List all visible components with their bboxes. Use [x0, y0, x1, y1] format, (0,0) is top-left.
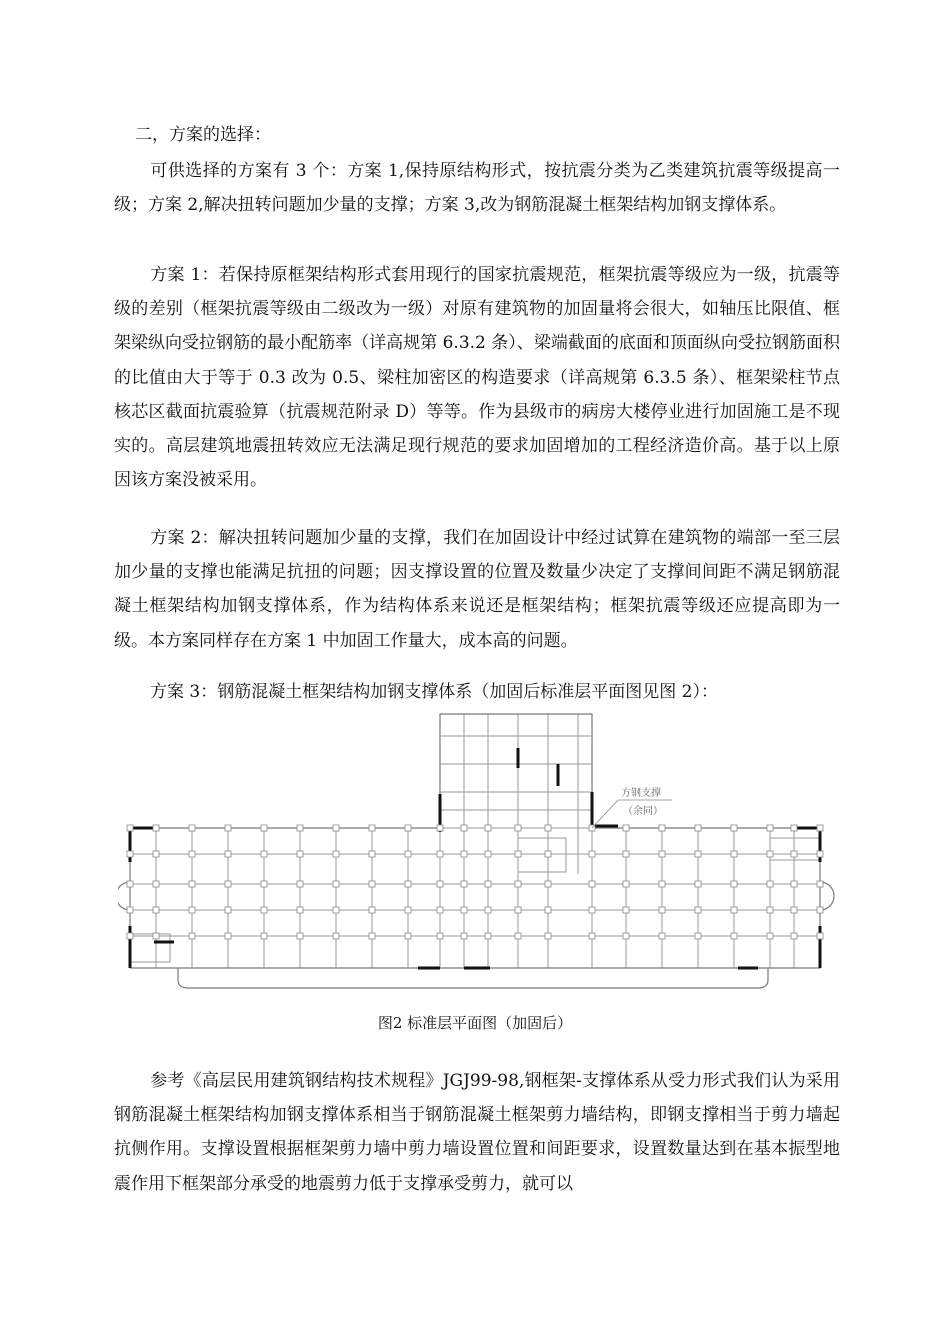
column-marker — [515, 881, 521, 887]
column-marker — [333, 881, 339, 887]
paragraph-options-text: 可供选择的方案有 3 个：方案 1,保持原结构形式，按抗震分类为乙类建筑抗震等级提高一级；方案 2,解决扭转问题加少量的支撑；方案 3,改为钢筋混凝土框架结构加钢支撑体系。 — [114, 161, 840, 216]
column-marker — [545, 825, 551, 831]
column-marker — [515, 825, 521, 831]
column-marker — [127, 851, 133, 857]
column-marker — [127, 881, 133, 887]
column-marker — [461, 825, 467, 831]
leader-line — [592, 800, 618, 828]
building-outline — [130, 714, 820, 968]
column-marker — [405, 907, 411, 913]
column-marker — [297, 933, 303, 939]
column-marker — [189, 825, 195, 831]
figure-caption: 图2 标准层平面图（加固后） — [377, 1014, 573, 1032]
column-marker — [623, 851, 629, 857]
column-marker — [297, 825, 303, 831]
corridor-outline — [178, 968, 768, 988]
column-marker — [817, 851, 823, 857]
paragraph-options — [114, 154, 840, 222]
column-marker — [515, 907, 521, 913]
column-marker — [545, 851, 551, 857]
column-marker — [659, 851, 665, 857]
column-marker — [485, 825, 491, 831]
column-marker — [461, 851, 467, 857]
column-marker — [767, 933, 773, 939]
column-marker — [225, 933, 231, 939]
column-marker — [791, 851, 797, 857]
column-marker — [405, 881, 411, 887]
column-marker — [731, 907, 737, 913]
column-marker — [731, 825, 737, 831]
column-marker — [261, 907, 267, 913]
column-marker — [127, 907, 133, 913]
column-marker — [623, 907, 629, 913]
column-marker — [589, 851, 595, 857]
column-marker — [405, 933, 411, 939]
column-marker — [767, 907, 773, 913]
column-marker — [589, 881, 595, 887]
column-marker — [731, 851, 737, 857]
column-marker — [333, 907, 339, 913]
column-marker — [659, 881, 665, 887]
column-marker — [791, 933, 797, 939]
column-marker — [623, 825, 629, 831]
column-marker — [261, 933, 267, 939]
column-marker — [731, 881, 737, 887]
column-marker — [437, 851, 443, 857]
column-marker — [767, 825, 773, 831]
column-marker — [515, 851, 521, 857]
column-marker — [485, 933, 491, 939]
column-marker — [515, 933, 521, 939]
column-marker — [437, 881, 443, 887]
column-marker — [437, 933, 443, 939]
column-marker — [369, 907, 375, 913]
paragraph-plan-1 — [114, 258, 840, 497]
column-marker — [333, 933, 339, 939]
column-marker — [153, 933, 159, 939]
column-marker — [127, 933, 133, 939]
column-marker — [545, 933, 551, 939]
column-marker — [189, 907, 195, 913]
column-marker — [369, 851, 375, 857]
column-marker — [485, 907, 491, 913]
floor-plan-figure — [118, 712, 836, 1000]
column-marker — [261, 825, 267, 831]
column-marker — [623, 933, 629, 939]
column-marker — [153, 851, 159, 857]
column-marker — [731, 933, 737, 939]
column-marker — [333, 851, 339, 857]
column-marker — [225, 825, 231, 831]
floor-plan-drawing — [118, 712, 836, 1000]
column-marker — [817, 933, 823, 939]
paragraph-plan-2-text: 方案 2：解决扭转问题加少量的支撑，我们在加固设计中经过试算在建筑物的端部一至三层加少量的支撑也能满足抗扭的问题；因支撑设置的位置及数量少决定了支撑间间距不满足钢筋混凝土框架结构加钢支撑体系，作为结构体系来说还是框架结构；框架抗震等级还应提高即为一级。本方案同样存在方案 1 中加固工作量大，成本高的问题。 — [114, 528, 840, 651]
column-marker — [153, 881, 159, 887]
paragraph-plan-2 — [114, 521, 840, 658]
column-marker — [623, 881, 629, 887]
column-marker — [817, 825, 823, 831]
column-marker — [791, 907, 797, 913]
column-marker — [695, 881, 701, 887]
room-partition — [518, 838, 566, 872]
column-marker — [261, 851, 267, 857]
column-marker — [261, 881, 267, 887]
column-marker — [695, 851, 701, 857]
column-marker — [817, 881, 823, 887]
column-marker — [695, 907, 701, 913]
column-marker — [589, 933, 595, 939]
column-marker — [695, 825, 701, 831]
column-marker — [545, 907, 551, 913]
paragraph-plan-3-text: 方案 3：钢筋混凝土框架结构加钢支撑体系（加固后标准层平面图见图 2）： — [150, 682, 718, 702]
column-marker — [405, 825, 411, 831]
column-marker — [369, 825, 375, 831]
column-marker — [189, 881, 195, 887]
brace-label: 方钢支撑 — [621, 788, 661, 799]
column-marker — [369, 933, 375, 939]
column-marker — [437, 907, 443, 913]
column-marker — [485, 881, 491, 887]
column-marker — [659, 825, 665, 831]
column-marker — [297, 907, 303, 913]
column-marker — [333, 825, 339, 831]
column-marker — [767, 881, 773, 887]
column-marker — [153, 825, 159, 831]
paragraph-plan-3 — [114, 675, 840, 709]
column-marker — [589, 907, 595, 913]
column-marker — [767, 851, 773, 857]
column-marker — [127, 825, 133, 831]
section-heading: 二，方案的选择： — [135, 125, 271, 145]
column-marker — [485, 851, 491, 857]
column-marker — [659, 933, 665, 939]
room-partition — [130, 934, 170, 962]
column-marker — [297, 851, 303, 857]
column-marker — [461, 907, 467, 913]
column-marker — [695, 933, 701, 939]
column-marker — [461, 881, 467, 887]
column-marker — [659, 907, 665, 913]
column-marker — [189, 933, 195, 939]
column-marker — [153, 907, 159, 913]
column-marker — [437, 825, 443, 831]
column-marker — [791, 825, 797, 831]
column-marker — [225, 907, 231, 913]
column-marker — [405, 851, 411, 857]
column-marker — [297, 881, 303, 887]
column-marker — [189, 851, 195, 857]
column-marker — [791, 881, 797, 887]
paragraph-reference-text: 参考《高层民用建筑钢结构技术规程》JGJ99-98,钢框架-支撑体系从受力形式我们认为采用钢筋混凝土框架结构加钢支撑体系相当于钢筋混凝土框架剪力墙结构，即钢支撑相当于剪力墙起抗侧作用。支撑设置根据框架剪力墙中剪力墙设置位置和间距要求，设置数量达到在基本振型地震作用下框架部分承受的地震剪力低于支撑承受剪力，就可以 — [114, 1071, 840, 1194]
column-marker — [461, 933, 467, 939]
column-marker — [369, 881, 375, 887]
column-marker — [225, 881, 231, 887]
column-marker — [817, 907, 823, 913]
column-marker — [545, 881, 551, 887]
column-marker — [225, 851, 231, 857]
paragraph-plan-1-text: 方案 1：若保持原框架结构形式套用现行的国家抗震规范，框架抗震等级应为一级，抗震等级的差别（框架抗震等级由二级改为一级）对原有建筑物的加固量将会很大，如轴压比限值、框架梁纵向受拉钢筋的最小配筋率（详高规第 6.3.2 条）、梁端截面的底面和顶面纵向受拉钢筋面积的比值由大于等于 0.3 改为 0.5、梁柱加密区的构造要求（详高规第 6.3.5 条）、框架梁柱节点核芯区截面抗震验算（抗震规范附录 D）等等。作为县级市的病房大楼停业进行加固施工是不现实的。高层建筑地震扭转效应无法满足现行规范的要求加固增加的工程经济造价高。基于以上原因该方案没被采用。 — [114, 265, 840, 491]
brace-label-note: （余同） — [623, 806, 663, 817]
paragraph-reference — [114, 1064, 840, 1201]
